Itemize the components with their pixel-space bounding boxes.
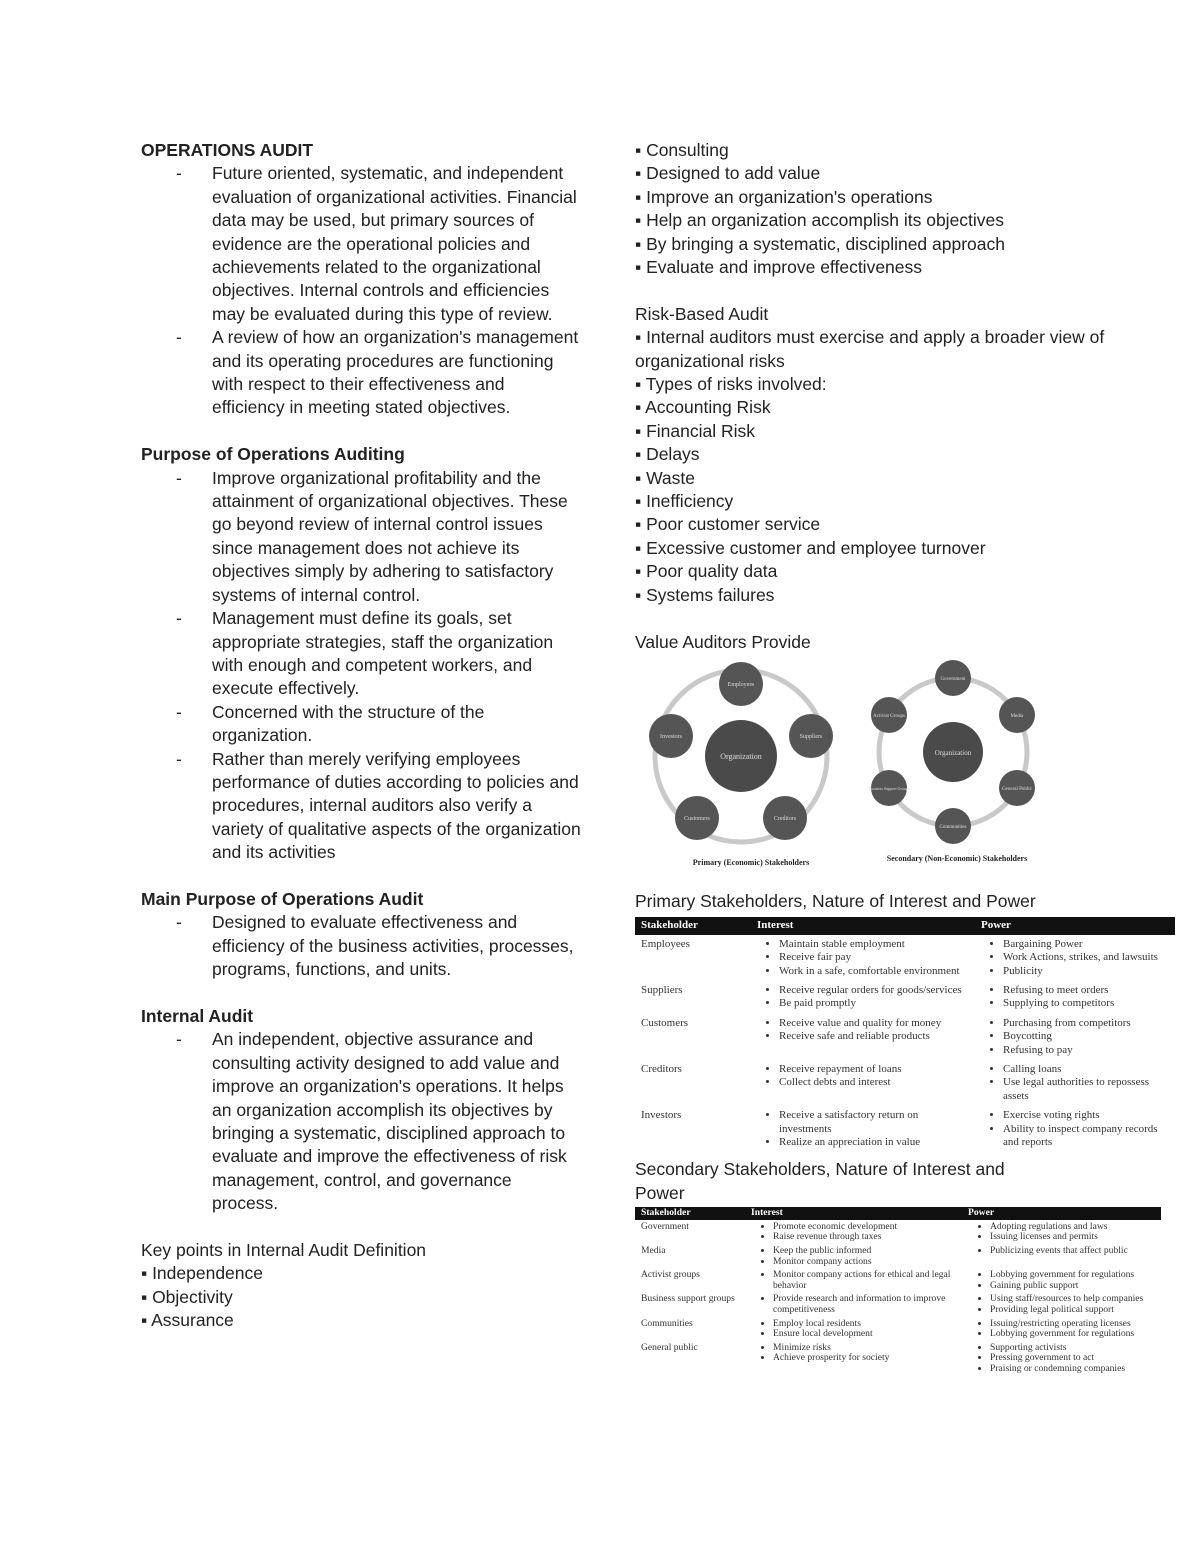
interest-cell	[751, 1106, 975, 1152]
interest-item: • Receive safe and reliable products	[779, 1030, 969, 1043]
power-item: • Praising or condemning companies	[990, 1364, 1155, 1375]
table-row	[635, 1292, 1161, 1316]
table-row	[635, 1060, 1175, 1106]
table-row	[635, 1106, 1175, 1152]
secondary-stakeholder-table	[635, 1207, 1161, 1375]
column-header: Power	[962, 1207, 1161, 1220]
stakeholder-cell: Business support groups	[641, 1293, 735, 1305]
power-item: • Purchasing from competitors	[1003, 1017, 1169, 1030]
stakeholder-cell: Creditors	[641, 1062, 682, 1075]
secondary-table-title: Secondary Stakeholders, Nature of Interest and Power	[635, 1159, 1005, 1203]
power-list	[968, 1319, 1155, 1340]
stakeholder-cell: Investors	[641, 1109, 682, 1122]
power-item: • Adopting regulations and laws	[990, 1222, 1155, 1233]
power-list	[981, 1109, 1169, 1149]
interest-list	[751, 1319, 956, 1340]
key-points-title: Key points in Internal Audit Definition	[141, 1240, 427, 1261]
interest-list	[757, 1063, 969, 1090]
value-auditors-title: Value Auditors Provide	[635, 631, 811, 652]
bullet-item: ▪ Internal auditors must exercise and apply a broader view of organizational risks	[635, 327, 1105, 371]
primary-center-label: Organization	[720, 751, 762, 761]
power-cell	[975, 1060, 1175, 1106]
interest-list	[751, 1294, 956, 1315]
bullet-item: ▪ Delays	[635, 444, 700, 465]
table-row	[635, 935, 1175, 981]
dash-list	[141, 467, 581, 865]
power-list	[981, 938, 1169, 978]
power-item: • Ability to inspect company records and reports	[1003, 1123, 1169, 1150]
interest-item: • Receive a satisfactory return on investments	[779, 1109, 969, 1136]
secondary-node-label: Government	[940, 676, 966, 682]
secondary-node-label: Activist Groups	[873, 713, 905, 719]
power-list	[968, 1246, 1155, 1257]
list-item: - Improve organizational profitability and the attainment of organizational objectives. These go beyond review of internal control issues since management does not achieve its objectives simply by adhering to satisfactory systems of internal control.	[212, 467, 581, 607]
power-item: • Lobbying government for regulations	[990, 1270, 1155, 1281]
secondary-node-label: General Public	[1002, 786, 1032, 792]
interest-cell	[751, 981, 975, 1014]
interest-item: • Provide research and information to improve competitiveness	[773, 1294, 956, 1315]
power-cell	[962, 1268, 1161, 1292]
stakeholder-diagrams	[635, 660, 1180, 878]
interest-item: • Monitor company actions for ethical and legal behavior	[773, 1270, 956, 1291]
table-body	[635, 935, 1175, 1153]
power-item: • Calling loans	[1003, 1063, 1169, 1076]
power-cell	[962, 1341, 1161, 1376]
bullet-item: ▪ Improve an organization's operations	[635, 186, 933, 207]
interest-cell	[751, 1014, 975, 1060]
interest-item: • Receive regular orders for goods/services	[779, 984, 969, 997]
interest-cell	[745, 1244, 962, 1268]
primary-node-label: Customers	[684, 815, 710, 822]
column-header: Stakeholder	[635, 1207, 745, 1220]
interest-cell	[745, 1292, 962, 1316]
list-item: - Concerned with the structure of the organization.	[212, 701, 581, 748]
power-item: • Lobbying government for regulations	[990, 1329, 1155, 1340]
power-item: • Publicizing events that affect public	[990, 1246, 1155, 1257]
stakeholder-cell: Employees	[641, 937, 690, 950]
list-item: - Designed to evaluate effectiveness and efficiency of the business activities, processes, programs, functions, and units.	[212, 911, 581, 981]
table-header-row	[635, 917, 1175, 934]
secondary-node-label: Communities	[939, 824, 967, 830]
interest-item: • Monitor company actions	[773, 1257, 956, 1268]
left-column	[141, 139, 581, 1333]
interest-list	[751, 1222, 956, 1243]
power-item: • Pressing government to act	[990, 1353, 1155, 1364]
interest-item: • Ensure local development	[773, 1329, 956, 1340]
interest-list	[751, 1343, 956, 1364]
column-header: Interest	[745, 1207, 962, 1220]
risk-title: Risk-Based Audit	[635, 303, 769, 324]
primary-stakeholder-diagram	[649, 662, 833, 867]
interest-cell	[745, 1268, 962, 1292]
power-item: • Supplying to competitors	[1003, 997, 1169, 1010]
list-item: - Future oriented, systematic, and independent evaluation of organizational activities. Financial data may be used, but primary sources of evidence are the operational policies and achievements related to the organizational objectives. Internal controls and efficiencies may be evaluated during this type of review.	[212, 162, 581, 326]
interest-item: • Minimize risks	[773, 1343, 956, 1354]
section-heading: Internal Audit	[141, 1005, 254, 1026]
interest-item: • Receive fair pay	[779, 951, 969, 964]
section-heading: OPERATIONS AUDIT	[141, 140, 314, 160]
interest-cell	[751, 1060, 975, 1106]
interest-cell	[751, 935, 975, 981]
interest-list	[757, 1017, 969, 1044]
power-item: • Exercise voting rights	[1003, 1109, 1169, 1122]
power-item: • Providing legal political support	[990, 1305, 1155, 1316]
interest-item: • Be paid promptly	[779, 997, 969, 1010]
dash-list	[141, 1028, 581, 1215]
stakeholder-cell: Suppliers	[641, 983, 683, 996]
power-item: • Work Actions, strikes, and lawsuits	[1003, 951, 1169, 964]
secondary-node-label: Media	[1010, 713, 1024, 719]
column-header: Interest	[751, 917, 975, 934]
primary-node-label: Creditors	[773, 815, 797, 822]
stakeholder-cell: Government	[641, 1220, 689, 1232]
stakeholder-cell: Media	[641, 1245, 666, 1256]
bullet-item: ▪ Designed to add value	[635, 163, 821, 184]
table-row	[635, 981, 1175, 1014]
interest-item: • Keep the public informed	[773, 1246, 956, 1257]
stakeholder-diagrams-svg	[635, 660, 1065, 878]
bullet-item: ▪ Accounting Risk	[635, 397, 771, 418]
interest-item: • Employ local residents	[773, 1319, 956, 1330]
interest-item: • Promote economic development	[773, 1222, 956, 1233]
secondary-center-label: Organization	[934, 748, 972, 757]
table-row	[635, 1268, 1161, 1292]
stakeholder-cell: Activist groups	[641, 1269, 700, 1281]
power-item: • Publicity	[1003, 965, 1169, 978]
interest-list	[757, 938, 969, 978]
list-item: - An independent, objective assurance and consulting activity designed to add value and improve an organization's operations. It helps an organization accomplish its objectives by bringing a systematic, disciplined approach to evaluate and improve the effectiveness of risk management, control, and governance process.	[212, 1028, 581, 1215]
interest-item: • Collect debts and interest	[779, 1076, 969, 1089]
power-item: • Supporting activists	[990, 1343, 1155, 1354]
primary-stakeholder-table	[635, 917, 1175, 1152]
power-list	[968, 1294, 1155, 1315]
internal-audit-points	[635, 139, 1180, 279]
interest-item: • Achieve prosperity for society	[773, 1353, 956, 1364]
bullet-item: ▪ Help an organization accomplish its objectives	[635, 210, 1005, 231]
secondary-node-label: Business Support Groups	[868, 785, 910, 791]
key-point-item: ▪ Objectivity	[141, 1286, 233, 1307]
bullet-item: ▪ Waste	[635, 467, 696, 488]
stakeholder-cell: Communities	[641, 1317, 693, 1329]
dash-list	[141, 911, 581, 981]
table-row	[635, 1220, 1161, 1244]
interest-list	[757, 1109, 969, 1149]
power-item: • Refusing to meet orders	[1003, 984, 1169, 997]
table-body	[635, 1220, 1161, 1376]
table-row	[635, 1317, 1161, 1341]
bullet-item: ▪ Financial Risk	[635, 420, 755, 441]
list-item: - Management must define its goals, set appropriate strategies, staff the organization with enough and competent workers, and execute effectively.	[212, 607, 581, 701]
key-point-item: ▪ Independence	[141, 1263, 264, 1284]
power-item: • Gaining public support	[990, 1281, 1155, 1292]
bullet-item: ▪ Evaluate and improve effectiveness	[635, 257, 923, 278]
primary-node-label: Suppliers	[799, 733, 823, 740]
power-cell	[975, 1014, 1175, 1060]
section-operations-audit	[141, 139, 581, 420]
power-cell	[975, 1106, 1175, 1152]
power-list	[981, 1063, 1169, 1103]
section-main-purpose	[141, 888, 581, 982]
right-column	[635, 139, 1180, 1376]
power-item: • Use legal authorities to repossess assets	[1003, 1076, 1169, 1103]
power-cell	[962, 1317, 1161, 1341]
key-point-item: ▪ Assurance	[141, 1310, 234, 1331]
secondary-stakeholder-table-wrap	[635, 1207, 1180, 1375]
primary-table-title: Primary Stakeholders, Nature of Interest and Power	[635, 890, 1036, 911]
bullet-item: ▪ Excessive customer and employee turnover	[635, 537, 986, 558]
column-header: Power	[975, 917, 1175, 934]
power-cell	[962, 1220, 1161, 1244]
table-row	[635, 1014, 1175, 1060]
stakeholder-cell: General public	[641, 1341, 698, 1353]
power-item: • Issuing licenses and permits	[990, 1232, 1155, 1243]
power-cell	[962, 1292, 1161, 1316]
power-list	[981, 1017, 1169, 1057]
stakeholder-cell: Customers	[641, 1016, 689, 1029]
secondary-diagram-caption: Secondary (Non-Economic) Stakeholders	[886, 853, 1028, 863]
section-risk-based-audit	[635, 303, 1180, 607]
section-internal-audit	[141, 1005, 581, 1216]
section-heading: Main Purpose of Operations Audit	[141, 888, 424, 909]
section-purpose-operations-auditing	[141, 443, 581, 864]
column-header: Stakeholder	[635, 917, 751, 934]
interest-item: • Work in a safe, comfortable environment	[779, 965, 969, 978]
bullet-item: ▪ By bringing a systematic, disciplined approach	[635, 233, 1006, 254]
interest-list	[751, 1270, 956, 1291]
power-cell	[975, 981, 1175, 1014]
bullet-item: ▪ Consulting	[635, 140, 729, 160]
power-item: • Refusing to pay	[1003, 1044, 1169, 1057]
interest-cell	[745, 1220, 962, 1244]
primary-node-label: Employees	[727, 681, 755, 688]
power-list	[968, 1270, 1155, 1291]
bullet-item: ▪ Types of risks involved:	[635, 374, 827, 395]
interest-list	[751, 1246, 956, 1267]
power-list	[968, 1343, 1155, 1375]
power-list	[981, 984, 1169, 1011]
interest-list	[757, 984, 969, 1011]
secondary-stakeholder-diagram	[869, 660, 1035, 863]
interest-item: • Realize an appreciation in value	[779, 1136, 969, 1149]
table-row	[635, 1341, 1161, 1376]
interest-cell	[745, 1341, 962, 1376]
section-key-points	[141, 1239, 581, 1333]
bullet-item: ▪ Poor customer service	[635, 514, 821, 535]
power-item: • Bargaining Power	[1003, 938, 1169, 951]
bullet-item: ▪ Systems failures	[635, 584, 775, 605]
list-item: - A review of how an organization's management and its operating procedures are functioning with respect to their effectiveness and efficiency in meeting stated objectives.	[212, 326, 581, 420]
power-cell	[962, 1244, 1161, 1268]
table-row	[635, 1244, 1161, 1268]
list-item: - Rather than merely verifying employees performance of duties according to policies and procedures, internal auditors also verify a variety of qualitative aspects of the organization and its activities	[212, 748, 581, 865]
bullet-item: ▪ Inefficiency	[635, 491, 734, 512]
power-cell	[975, 935, 1175, 981]
interest-item: • Receive repayment of loans	[779, 1063, 969, 1076]
interest-cell	[745, 1317, 962, 1341]
primary-node-label: Investors	[660, 733, 682, 740]
power-item: • Using staff/resources to help companies	[990, 1294, 1155, 1305]
table-header-row	[635, 1207, 1161, 1220]
bullet-item: ▪ Poor quality data	[635, 561, 778, 582]
interest-item: • Receive value and quality for money	[779, 1017, 969, 1030]
power-list	[968, 1222, 1155, 1243]
interest-item: • Maintain stable employment	[779, 938, 969, 951]
section-heading: Purpose of Operations Auditing	[141, 444, 405, 465]
dash-list	[141, 162, 581, 419]
interest-item: • Raise revenue through taxes	[773, 1232, 956, 1243]
primary-stakeholder-table-wrap	[635, 917, 1180, 1152]
primary-diagram-caption: Primary (Economic) Stakeholders	[692, 857, 810, 867]
power-item: • Issuing/restricting operating licenses	[990, 1319, 1155, 1330]
power-item: • Boycotting	[1003, 1030, 1169, 1043]
